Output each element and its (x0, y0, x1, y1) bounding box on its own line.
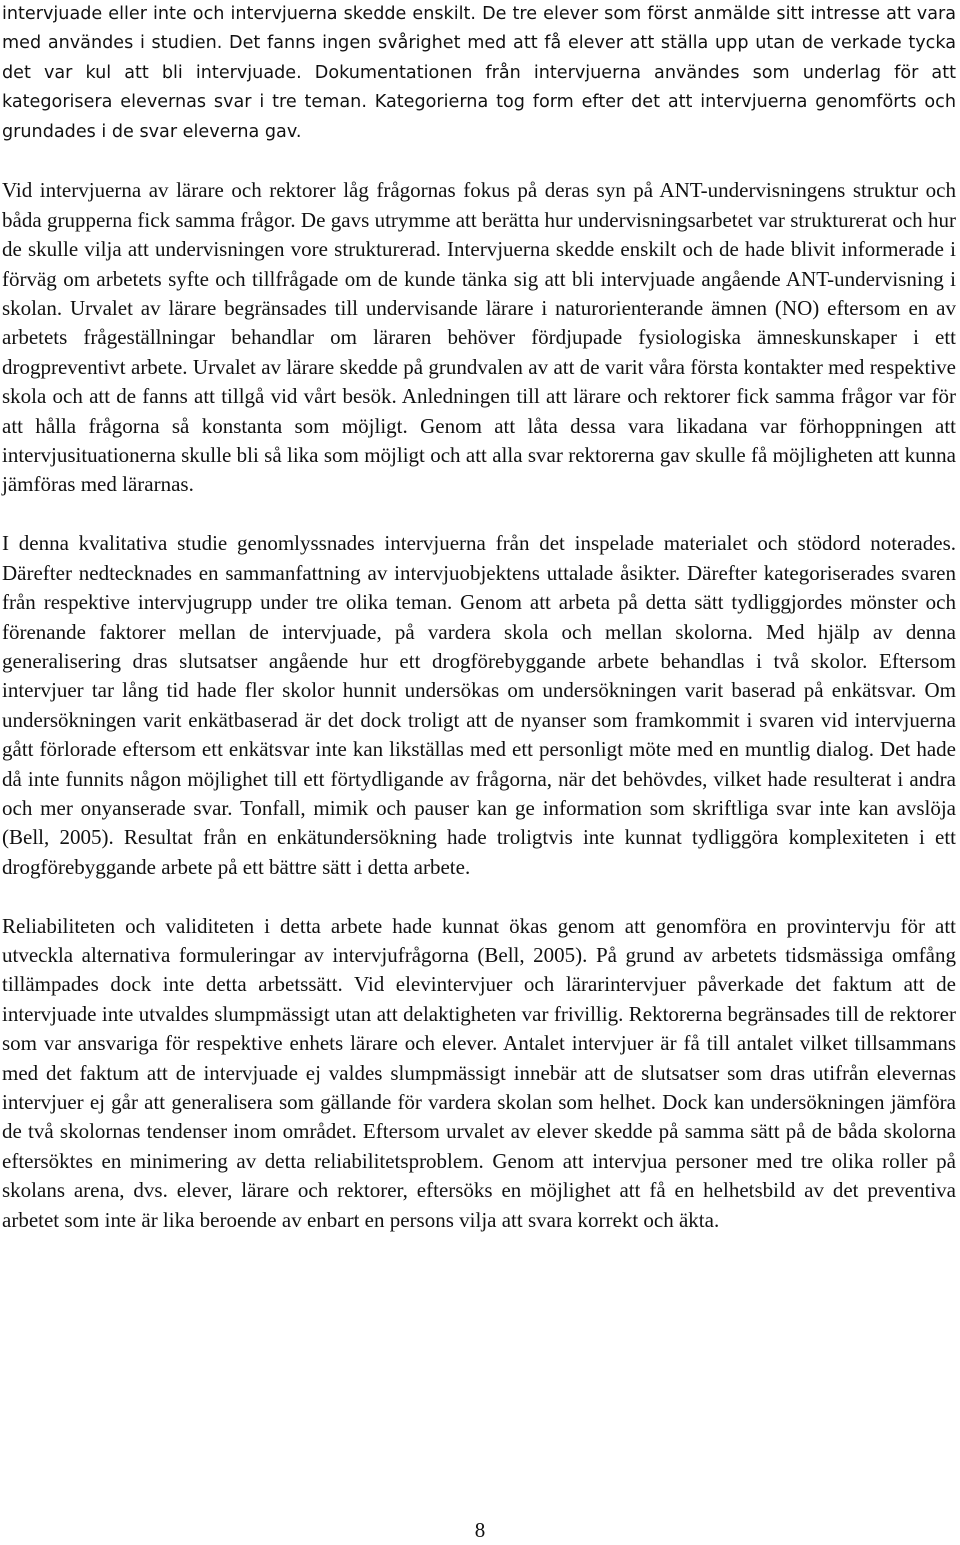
paragraph-3: I denna kvalitativa studie genomlyssnades intervjuerna från det inspelade materialet och stödord noterades. Därefter nedtecknades en sammanfattning av intervjuobjektens uttalade åsikter. Därefter kategoriserades svaren från respektive intervjugrupp under tre olika teman. Genom att arbeta på detta sätt tydliggjordes mönster och förenande faktorer mellan de intervjuade, på vardera skola och mellan skolorna. Med hjälp av denna generalisering dras slutsatser angående hur ett drogförebyggande arbete behandlas i två skolor. Eftersom intervjuer tar lång tid hade fler skolor hunnit undersökas om undersökningen varit baserad på enkätsvar. Om undersökningen varit enkätbaserad är det dock troligt att de nyanser som framkommit i svaren vid intervjuerna gått förlorade eftersom ett enkätsvar inte kan likställas med ett personligt möte med en muntlig dialog. Det hade då inte funnits någon möjlighet till ett förtydligande av frågorna, när det behövdes, vilket hade resulterat i andra och mer onyanserade svar. Tonfall, mimik och pauser kan ge information som skriftliga svar inte kan avslöja (Bell, 2005). Resultat från en enkätundersökning hade troligtvis inte kunnat tydliggöra komplexiteten i ett drogförebyggande arbete på ett bättre sätt i detta arbete. (2, 531, 956, 879)
paragraph-4: Reliabiliteten och validiteten i detta arbete hade kunnat ökas genom att genomföra en provintervju för att utveckla alternativa formuleringar av intervjufrågorna (Bell, 2005). På grund av arbetets tidsmässiga omfång tillämpades dock inte detta arbetssätt. Vid elevintervjuer och lärarintervjuer påverkade det faktum att de intervjuade inte utvaldes slumpmässigt utan att delaktigheten var frivillig. Rektorerna begränsades till de rektorer som var ansvariga för respektive enhets lärare och elever. Antalet intervjuer är få till antalet vilket tillsammans med det faktum att de intervjuade ej valdes slumpmässigt innebär att de slutsatser som dras utifrån elevernas intervjuer ej går att generalisera som gällande för vardera skolan som helhet. Dock kan undersökningen jämföra de två skolornas tendenser inom området. Eftersom urvalet av elever skedde på samma sätt på de båda skolorna eftersöktes en minimering av detta reliabilitetsproblem. Genom att intervjua personer med tre olika roller på skolans arena, dvs. elever, lärare och rektorer, eftersöks en möjlighet att få en helhetsbild av det preventiva arbetet som inte är lika beroende av enbart en persons vilja att svara korrekt och äkta. (2, 913, 956, 1232)
body-text (2, 0, 956, 1264)
paragraph-1: intervjuade eller inte och intervjuerna skedde enskilt. De tre elever som först anmälde sitt intresse att vara med användes i studien. Det fanns ingen svårighet med att få elever att ställa upp utan de verkade tycka det var kul att bli intervjuade. Dokumentationen från intervjuerna användes som underlag för att kategorisera elevernas svar i tre teman. Kategorierna tog form efter det att intervjuerna genomförts och grundades i de svar eleverna gav. (2, 4, 956, 142)
paragraph-2: Vid intervjuerna av lärare och rektorer låg frågornas fokus på deras syn på ANT-undervisningens struktur och båda grupperna fick samma frågor. De gavs utrymme att berätta hur undervisningsarbetet var strukturerat och hur de skulle vilja att undervisningen vore strukturerad. Intervjuerna skedde enskilt och de hade blivit informerade i förväg om arbetets syfte och tillfrågade om de kunde tänka sig att bli intervjuade angående ANT-undervisning i skolan. Urvalet av lärare begränsades till undervisande lärare i naturorienterande ämnen (NO) eftersom en av arbetets frågeställningar behandlar om läraren behöver fördjupade fysiologiska ämneskunskaper i ett drogpreventivt arbete. Urvalet av lärare skedde på grundvalen av att de varit våra första kontakter med respektive skola och att de fanns att tillgå vid vårt besök. Anledningen till att lärare och rektorer fick samma frågor var för att hålla frågorna så konstanta som möjligt. Genom att låta dessa vara likadana var förhoppningen att intervjusituationerna skulle bli så lika som möjligt och att alla svar rektorerna gav skulle få möjligheten att kunna jämföras med lärarnas. (2, 178, 956, 497)
page-number: 8 (474, 1518, 486, 1542)
